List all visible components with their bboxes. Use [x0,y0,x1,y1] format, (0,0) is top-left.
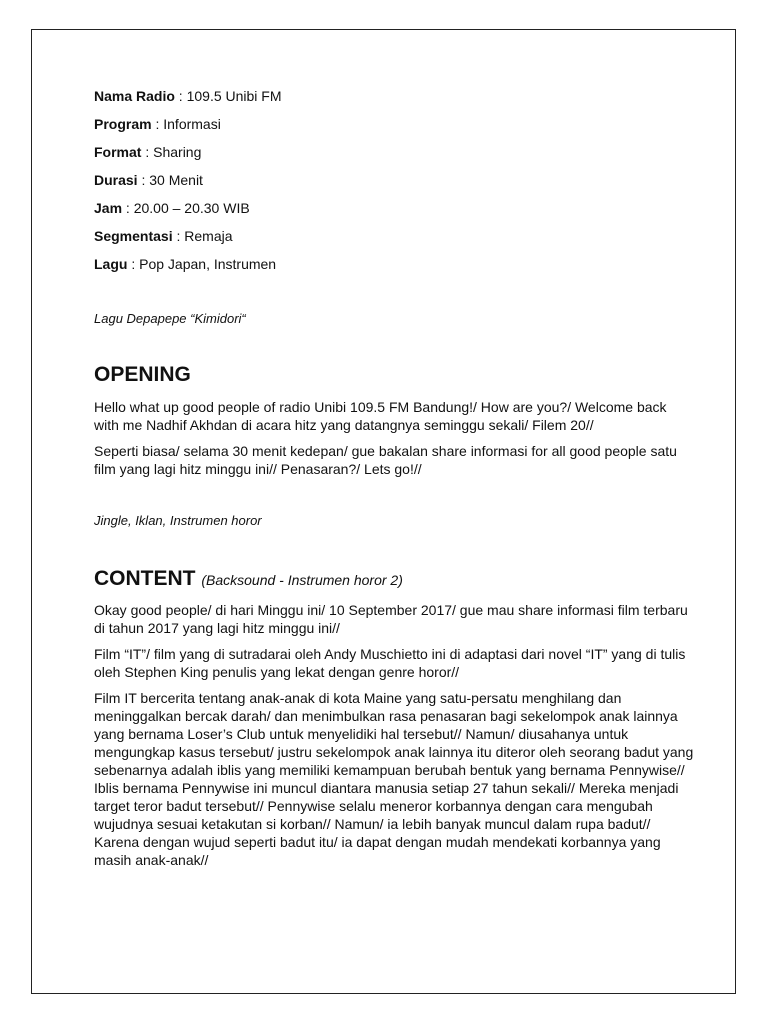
meta-value: : Remaja [172,228,233,244]
content-paragraph-1: Okay good people/ di hari Minggu ini/ 10 September 2017/ gue mau share informasi film terbaru di tahun 2017 yang lagi hitz minggu ini// [94,602,688,636]
meta-label: Program [94,116,152,132]
opening-heading: OPENING [94,363,191,386]
content-subtitle: (Backsound - Instrumen horor 2) [201,572,403,588]
meta-value: : Informasi [151,116,221,132]
content-title: CONTENT [94,567,196,590]
meta-nama-radio [94,87,694,105]
meta-jam [94,199,694,217]
meta-lagu [94,255,694,273]
meta-value: : Sharing [141,144,202,160]
meta-block [94,87,694,273]
meta-value: : Pop Japan, Instrumen [127,256,277,272]
meta-value: : 109.5 Unibi FM [174,88,282,104]
document-content [94,87,694,877]
meta-label: Jam [94,200,123,216]
meta-label: Durasi [94,172,138,188]
content-paragraph-3: Film IT bercerita tentang anak-anak di kota Maine yang satu-persatu menghilang dan meninggalkan bercak darah/ dan menimbulkan rasa penasaran bagi sekelompok anak lainnya yang bernama Loser’s Club untuk menyelidiki hal tersebut// Namun/ diusahanya untuk mengungkap kasus tersebut/ justru sekelompok anak lainnya itu diteror oleh seorang badut yang sebenarnya adalah iblis yang memiliki kemampuan berubah bentuk yang bernama Pennywise// Iblis bernama Pennywise ini muncul diantara manusia setiap 27 tahun sekali// Mereka menjadi target teror badut tersebut// Pennywise selalu meneror korbannya dengan cara mengubah wujudnya sesuai ketakutan si korban// Namun/ ia lebih banyak muncul dalam rupa badut// Karena dengan wujud seperti badut itu/ ia dapat dengan mudah mendekati korbannya yang masih anak-anak// [94,690,694,868]
meta-segmentasi [94,227,694,245]
document-page [31,29,736,994]
meta-value: : 20.00 – 20.30 WIB [122,200,250,216]
meta-label: Nama Radio [94,88,175,104]
stage-direction-jingle: Jingle, Iklan, Instrumen horor [94,513,262,528]
opening-paragraph-1: Hello what up good people of radio Unibi 109.5 FM Bandung!/ How are you?/ Welcome back with me Nadhif Akhdan di acara hitz yang datangnya seminggu sekali/ Filem 20// [94,399,667,433]
meta-label: Segmentasi [94,228,173,244]
meta-format [94,143,694,161]
stage-direction-song: Lagu Depapepe “Kimidori“ [94,311,246,326]
content-paragraph-2: Film “IT”/ film yang di sutradarai oleh Andy Muschietto ini di adaptasi dari novel “IT” yang di tulis oleh Stephen King penulis yang lekat dengan genre horor// [94,646,686,680]
meta-label: Format [94,144,142,160]
meta-program [94,115,694,133]
meta-value: : 30 Menit [137,172,203,188]
meta-durasi [94,171,694,189]
meta-label: Lagu [94,256,128,272]
content-heading [94,566,694,593]
opening-paragraph-2: Seperti biasa/ selama 30 menit kedepan/ gue bakalan share informasi for all good people satu film yang lagi hitz minggu ini// Penasaran?/ Lets go!// [94,443,677,477]
